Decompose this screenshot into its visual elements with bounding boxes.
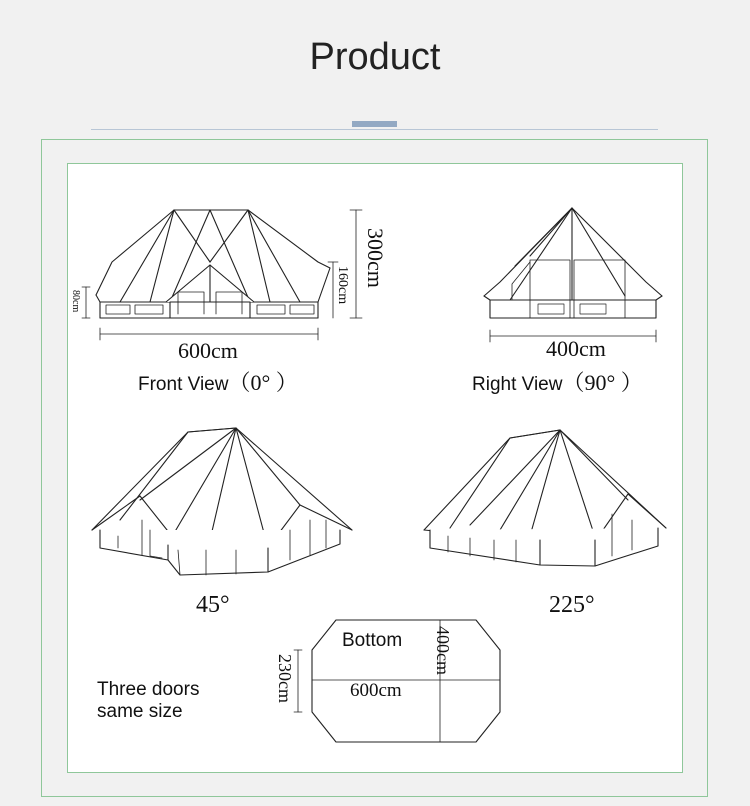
view-225-caption: 225°: [549, 592, 595, 618]
view-45-caption: 45°: [196, 592, 230, 618]
front-view-drawing: [82, 210, 362, 340]
front-total-height-label: 300cm: [363, 228, 388, 288]
page-title: Product: [309, 36, 441, 78]
bottom-length-label: 600cm: [350, 680, 402, 701]
bottom-caption: Bottom: [342, 630, 403, 651]
right-view-caption: [472, 366, 643, 397]
doors-note-line1: Three doors: [97, 679, 200, 700]
view-45-drawing: [92, 428, 352, 575]
right-view-caption-text: Right View: [472, 374, 563, 395]
front-low-height-label: 80cm: [70, 290, 81, 313]
doors-note: [97, 679, 199, 723]
bottom-width-label: 400cm: [433, 626, 453, 675]
front-wall-height-label: 160cm: [335, 266, 350, 305]
front-width-label: 600cm: [178, 338, 238, 363]
right-view-angle: （90° ）: [562, 370, 643, 395]
front-view-caption-text: Front View: [138, 374, 229, 395]
bottom-side-label: 230cm: [275, 654, 295, 703]
view-225-drawing: [424, 430, 666, 566]
front-view-angle: （0° ）: [228, 370, 298, 395]
front-view-caption: [138, 366, 298, 397]
right-width-label: 400cm: [546, 336, 606, 361]
doors-note-line2: same size: [97, 701, 183, 722]
right-view-drawing: [484, 208, 662, 342]
